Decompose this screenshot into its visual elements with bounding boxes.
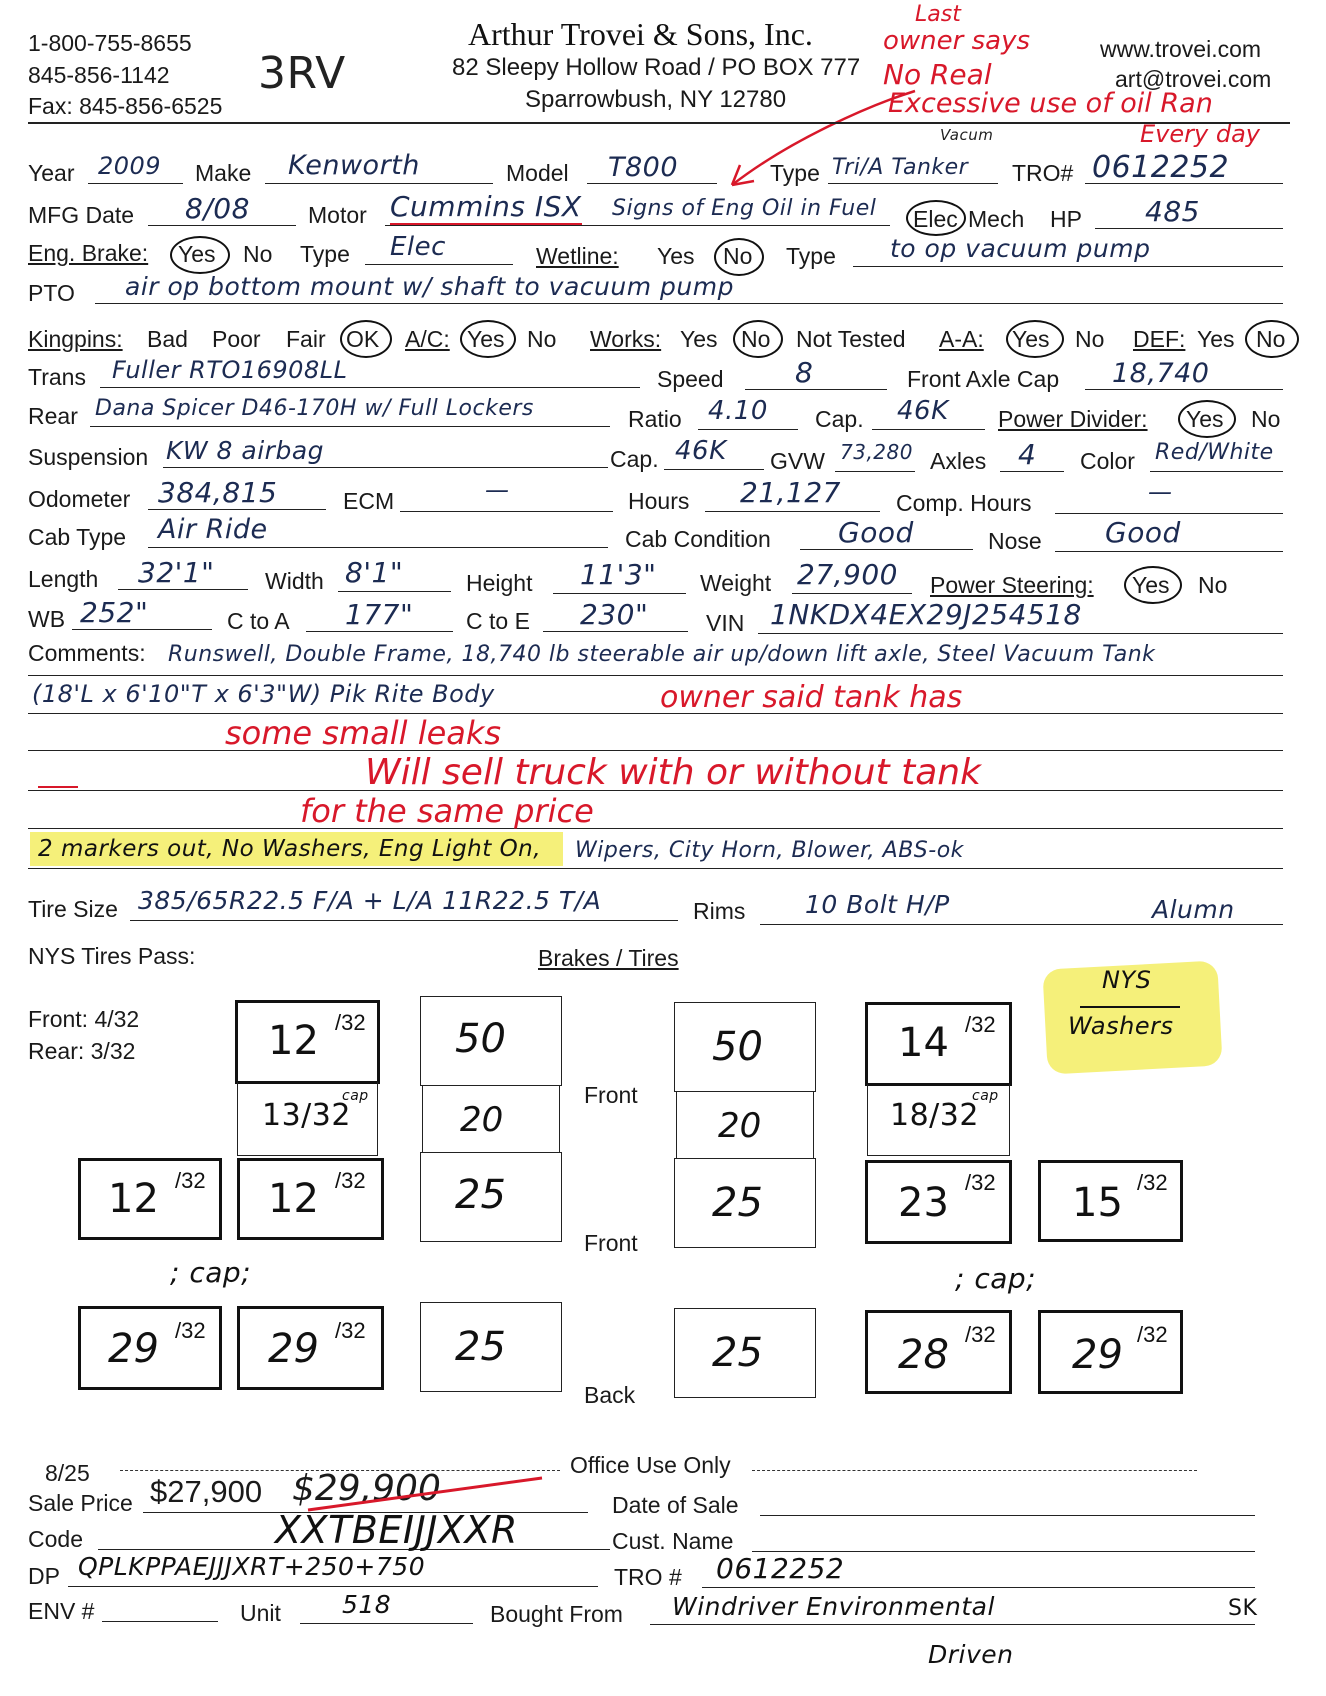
kingpins-bad: Bad bbox=[147, 326, 188, 352]
comments-red-line3: Will sell truck with or without tank bbox=[365, 752, 981, 793]
label-rear: Rear bbox=[28, 403, 78, 429]
comments-red-line4: for the same price bbox=[300, 792, 594, 830]
value-rims: 10 Bolt H/P bbox=[805, 890, 950, 919]
value-rear: Dana Spicer D46-170H w/ Full Lockers bbox=[95, 396, 534, 421]
label-rear-cap: Cap. bbox=[815, 406, 864, 432]
eng-brake-no: No bbox=[243, 241, 273, 267]
value-height: 11'3" bbox=[580, 558, 657, 591]
kingpins-poor: Poor bbox=[212, 326, 261, 352]
label-width: Width bbox=[265, 568, 324, 594]
value-type: Tri/A Tanker bbox=[832, 155, 969, 180]
cap-note-left: ; cap; bbox=[170, 1256, 252, 1289]
red-dash-mark bbox=[38, 786, 78, 788]
label-tro: TRO# bbox=[1012, 160, 1074, 186]
value-susp-cap: 46K bbox=[675, 436, 727, 466]
label-power-steering: Power Steering: bbox=[930, 572, 1094, 598]
nys-note-line1: NYS bbox=[1102, 966, 1152, 994]
value-make: Kenworth bbox=[288, 150, 420, 181]
label-eng-brake: Eng. Brake: bbox=[28, 240, 149, 266]
wetline-yes: Yes bbox=[657, 243, 695, 269]
label-axles: Axles bbox=[930, 448, 987, 474]
circle-power-divider-yes bbox=[1178, 400, 1236, 438]
circle-aa-yes bbox=[1006, 320, 1064, 358]
label-length: Length bbox=[28, 566, 99, 592]
label-make: Make bbox=[195, 160, 252, 186]
label-power-divider: Power Divider: bbox=[998, 406, 1148, 432]
value-ecm: — bbox=[485, 476, 510, 504]
ac-no: No bbox=[527, 326, 557, 352]
value-initials: SK bbox=[1228, 1596, 1258, 1621]
label-unit: Unit bbox=[240, 1600, 281, 1626]
value-ratio: 4.10 bbox=[708, 396, 768, 426]
label-aa: A-A: bbox=[939, 326, 984, 352]
circle-works-no bbox=[733, 320, 783, 358]
value-weight: 27,900 bbox=[797, 558, 898, 591]
value-tro2: 0612252 bbox=[716, 1552, 845, 1585]
label-color: Color bbox=[1080, 448, 1135, 474]
circle-elec bbox=[906, 200, 966, 236]
label-type: Type bbox=[770, 160, 820, 186]
label-model: Model bbox=[506, 160, 569, 186]
ac-yes: Yes bbox=[467, 326, 505, 352]
tire-front-right-value: 14 bbox=[898, 1020, 949, 1066]
label-ac: A/C: bbox=[405, 326, 450, 352]
label-comments: Comments: bbox=[28, 640, 146, 666]
tire-front-left-cap-value: 13/32 bbox=[262, 1098, 351, 1133]
label-cust-name: Cust. Name bbox=[612, 1528, 734, 1554]
label-motor: Motor bbox=[308, 202, 367, 228]
fax-number: Fax: 845-856-6525 bbox=[28, 93, 223, 119]
address-line1: 82 Sleepy Hollow Road / PO BOX 777 bbox=[452, 54, 861, 81]
red-note-line1: Last bbox=[915, 2, 961, 27]
value-odometer: 384,815 bbox=[158, 476, 278, 509]
circle-eng-brake-yes bbox=[170, 236, 230, 274]
comments-line1: Runswell, Double Frame, 18,740 lb steerable air up/down lift axle, Steel Vacuum Tank bbox=[168, 642, 1156, 667]
label-sale-price: Sale Price bbox=[28, 1490, 133, 1516]
cap-note-right: ; cap; bbox=[955, 1262, 1037, 1295]
value-year: 2009 bbox=[98, 152, 162, 180]
label-wetline-type: Type bbox=[786, 243, 836, 269]
label-pto: PTO bbox=[28, 280, 75, 306]
value-bought-from: Windriver Environmental bbox=[672, 1592, 995, 1621]
comments-red-line2: some small leaks bbox=[225, 714, 502, 752]
nys-note-line2: Washers bbox=[1068, 1012, 1174, 1040]
label-front-2: Front bbox=[584, 1230, 638, 1256]
value-cab-condition: Good bbox=[838, 516, 914, 549]
option-mech: Mech bbox=[968, 206, 1025, 232]
website: www.trovei.com bbox=[1100, 36, 1262, 62]
label-speed: Speed bbox=[657, 366, 724, 392]
comments-red-line1: owner said tank has bbox=[660, 680, 963, 715]
value-wb: 252" bbox=[80, 596, 149, 629]
value-speed: 8 bbox=[795, 356, 814, 389]
label-mfg-date: MFG Date bbox=[28, 202, 135, 228]
value-driven: Driven bbox=[928, 1640, 1014, 1669]
label-vin: VIN bbox=[706, 610, 745, 636]
value-mfg-date: 8/08 bbox=[185, 192, 250, 225]
works-yes: Yes bbox=[680, 326, 718, 352]
aa-no: No bbox=[1075, 326, 1105, 352]
comments-highlighted: 2 markers out, No Washers, Eng Light On, bbox=[38, 836, 542, 862]
value-suspension: KW 8 airbag bbox=[166, 436, 325, 465]
value-vin: 1NKDX4EX29J254518 bbox=[770, 598, 1082, 631]
label-suspension: Suspension bbox=[28, 444, 149, 470]
phone-tollfree: 1-800-755-8655 bbox=[28, 30, 192, 56]
front-spec: Front: 4/32 bbox=[28, 1006, 140, 1032]
red-note-line5: Every day bbox=[1140, 120, 1260, 148]
label-env: ENV # bbox=[28, 1598, 95, 1624]
value-cab-type: Air Ride bbox=[158, 514, 268, 545]
label-ratio: Ratio bbox=[628, 406, 682, 432]
wetline-no: No bbox=[723, 243, 753, 269]
label-height: Height bbox=[466, 570, 533, 596]
label-susp-cap: Cap. bbox=[610, 446, 659, 472]
label-works: Works: bbox=[590, 326, 662, 352]
label-brakes-tires: Brakes / Tires bbox=[538, 945, 679, 971]
label-cab-type: Cab Type bbox=[28, 524, 127, 550]
label-c-to-a: C to A bbox=[227, 608, 290, 634]
label-date-of-sale: Date of Sale bbox=[612, 1492, 739, 1518]
label-hours: Hours bbox=[628, 488, 690, 514]
value-old-price: $29,900 bbox=[292, 1468, 441, 1509]
label-back: Back bbox=[584, 1382, 636, 1408]
def-no: No bbox=[1256, 326, 1286, 352]
def-yes: Yes bbox=[1197, 326, 1235, 352]
email: art@trovei.com bbox=[1115, 66, 1272, 92]
red-note-line3: No Real bbox=[883, 58, 992, 91]
comments-line2: (18'L x 6'10"T x 6'3"W) Pik Rite Body bbox=[32, 680, 495, 708]
value-gvw: 73,280 bbox=[840, 440, 913, 464]
company-name: Arthur Trovei & Sons, Inc. bbox=[468, 16, 813, 52]
header-divider bbox=[28, 122, 1290, 124]
label-ecm: ECM bbox=[343, 488, 395, 514]
label-nose: Nose bbox=[988, 528, 1042, 554]
value-pto: air op bottom mount w/ shaft to vacuum pump bbox=[125, 272, 734, 301]
label-tire-size: Tire Size bbox=[28, 896, 118, 922]
label-c-to-e: C to E bbox=[466, 608, 530, 634]
value-comp-hours: — bbox=[1148, 478, 1173, 506]
power-steering-no: No bbox=[1198, 572, 1228, 598]
value-tro: 0612252 bbox=[1092, 150, 1230, 185]
value-dp: QPLKPPAEJJJXRT+250+750 bbox=[78, 1552, 426, 1581]
label-wb: WB bbox=[28, 606, 66, 632]
value-c-to-e: 230" bbox=[580, 598, 649, 631]
phone-local: 845-856-1142 bbox=[28, 62, 170, 88]
label-weight: Weight bbox=[700, 570, 772, 596]
label-eng-brake-type: Type bbox=[300, 241, 350, 267]
power-divider-yes: Yes bbox=[1186, 406, 1224, 432]
value-tire-size: 385/65R22.5 F/A + L/A 11R22.5 T/A bbox=[138, 886, 602, 915]
circle-ac-yes bbox=[460, 320, 516, 358]
kingpins-ok: OK bbox=[346, 326, 380, 352]
value-motor-note: Signs of Eng Oil in Fuel bbox=[612, 196, 877, 221]
label-gvw: GVW bbox=[770, 448, 825, 474]
label-tro2: TRO # bbox=[614, 1564, 682, 1590]
value-rims-material: Alumn bbox=[1152, 895, 1235, 924]
handwritten-tag: 3RV bbox=[258, 48, 346, 99]
label-dp: DP bbox=[28, 1563, 60, 1589]
value-axles: 4 bbox=[1018, 438, 1037, 471]
value-hp: 485 bbox=[1145, 195, 1200, 228]
circle-kingpins-ok bbox=[340, 320, 392, 358]
value-wetline-type: to op vacuum pump bbox=[890, 234, 1151, 263]
value-width: 8'1" bbox=[345, 556, 404, 589]
aa-yes: Yes bbox=[1012, 326, 1050, 352]
label-front-1: Front bbox=[584, 1082, 638, 1108]
value-hours: 21,127 bbox=[740, 476, 841, 509]
circle-power-steering-yes bbox=[1124, 566, 1182, 604]
red-note-line2: owner says bbox=[883, 26, 1031, 56]
label-bought-from: Bought From bbox=[490, 1601, 623, 1627]
red-note-line4: Excessive use of oil Ran bbox=[888, 88, 1213, 119]
comments-rest: Wipers, City Horn, Blower, ABS-ok bbox=[575, 838, 964, 863]
value-rear-cap: 46K bbox=[897, 396, 949, 426]
option-elec: Elec bbox=[913, 206, 958, 232]
value-c-to-a: 177" bbox=[345, 598, 414, 631]
tire-front-right-cap-value: 18/32 bbox=[890, 1098, 979, 1133]
value-unit: 518 bbox=[342, 1590, 392, 1619]
value-model: T800 bbox=[608, 152, 679, 183]
circle-def-no bbox=[1245, 320, 1299, 358]
power-divider-no: No bbox=[1251, 406, 1281, 432]
value-trans: Fuller RTO16908LL bbox=[112, 356, 348, 384]
rear-spec: Rear: 3/32 bbox=[28, 1038, 136, 1064]
eng-brake-yes: Yes bbox=[178, 241, 216, 267]
works-not-tested: Not Tested bbox=[796, 326, 906, 352]
label-hp: HP bbox=[1050, 206, 1082, 232]
value-sale-price: $27,900 bbox=[150, 1474, 263, 1509]
value-eng-brake-type: Elec bbox=[390, 232, 446, 262]
value-front-axle-cap: 18,740 bbox=[1112, 358, 1210, 389]
label-comp-hours: Comp. Hours bbox=[896, 490, 1032, 516]
label-def: DEF: bbox=[1133, 326, 1186, 352]
label-wetline: Wetline: bbox=[536, 243, 619, 269]
kingpins-fair: Fair bbox=[286, 326, 326, 352]
label-odometer: Odometer bbox=[28, 486, 131, 512]
works-no: No bbox=[741, 326, 771, 352]
value-color: Red/White bbox=[1155, 440, 1274, 465]
value-motor: Cummins ISX bbox=[390, 190, 582, 223]
value-code: XXTBEIJJXXR bbox=[275, 1508, 518, 1552]
label-trans: Trans bbox=[28, 364, 86, 390]
label-front-axle-cap: Front Axle Cap bbox=[907, 366, 1060, 392]
label-cab-condition: Cab Condition bbox=[625, 526, 771, 552]
label-year: Year bbox=[28, 160, 75, 186]
value-nose: Good bbox=[1105, 516, 1181, 549]
circle-wetline-no bbox=[714, 238, 764, 276]
address-line2: Sparrowbush, NY 12780 bbox=[525, 86, 787, 113]
label-rims: Rims bbox=[693, 898, 746, 924]
vacuum-note: Vacum bbox=[940, 126, 994, 144]
value-length: 32'1" bbox=[138, 556, 215, 589]
label-nys-tires-pass: NYS Tires Pass: bbox=[28, 943, 196, 969]
tire-front-left-value: 12 bbox=[268, 1018, 319, 1064]
power-steering-yes: Yes bbox=[1132, 572, 1170, 598]
label-code: Code bbox=[28, 1526, 83, 1552]
label-office-use-only: Office Use Only bbox=[570, 1452, 731, 1478]
label-kingpins: Kingpins: bbox=[28, 326, 123, 352]
office-date: 8/25 bbox=[45, 1460, 90, 1486]
